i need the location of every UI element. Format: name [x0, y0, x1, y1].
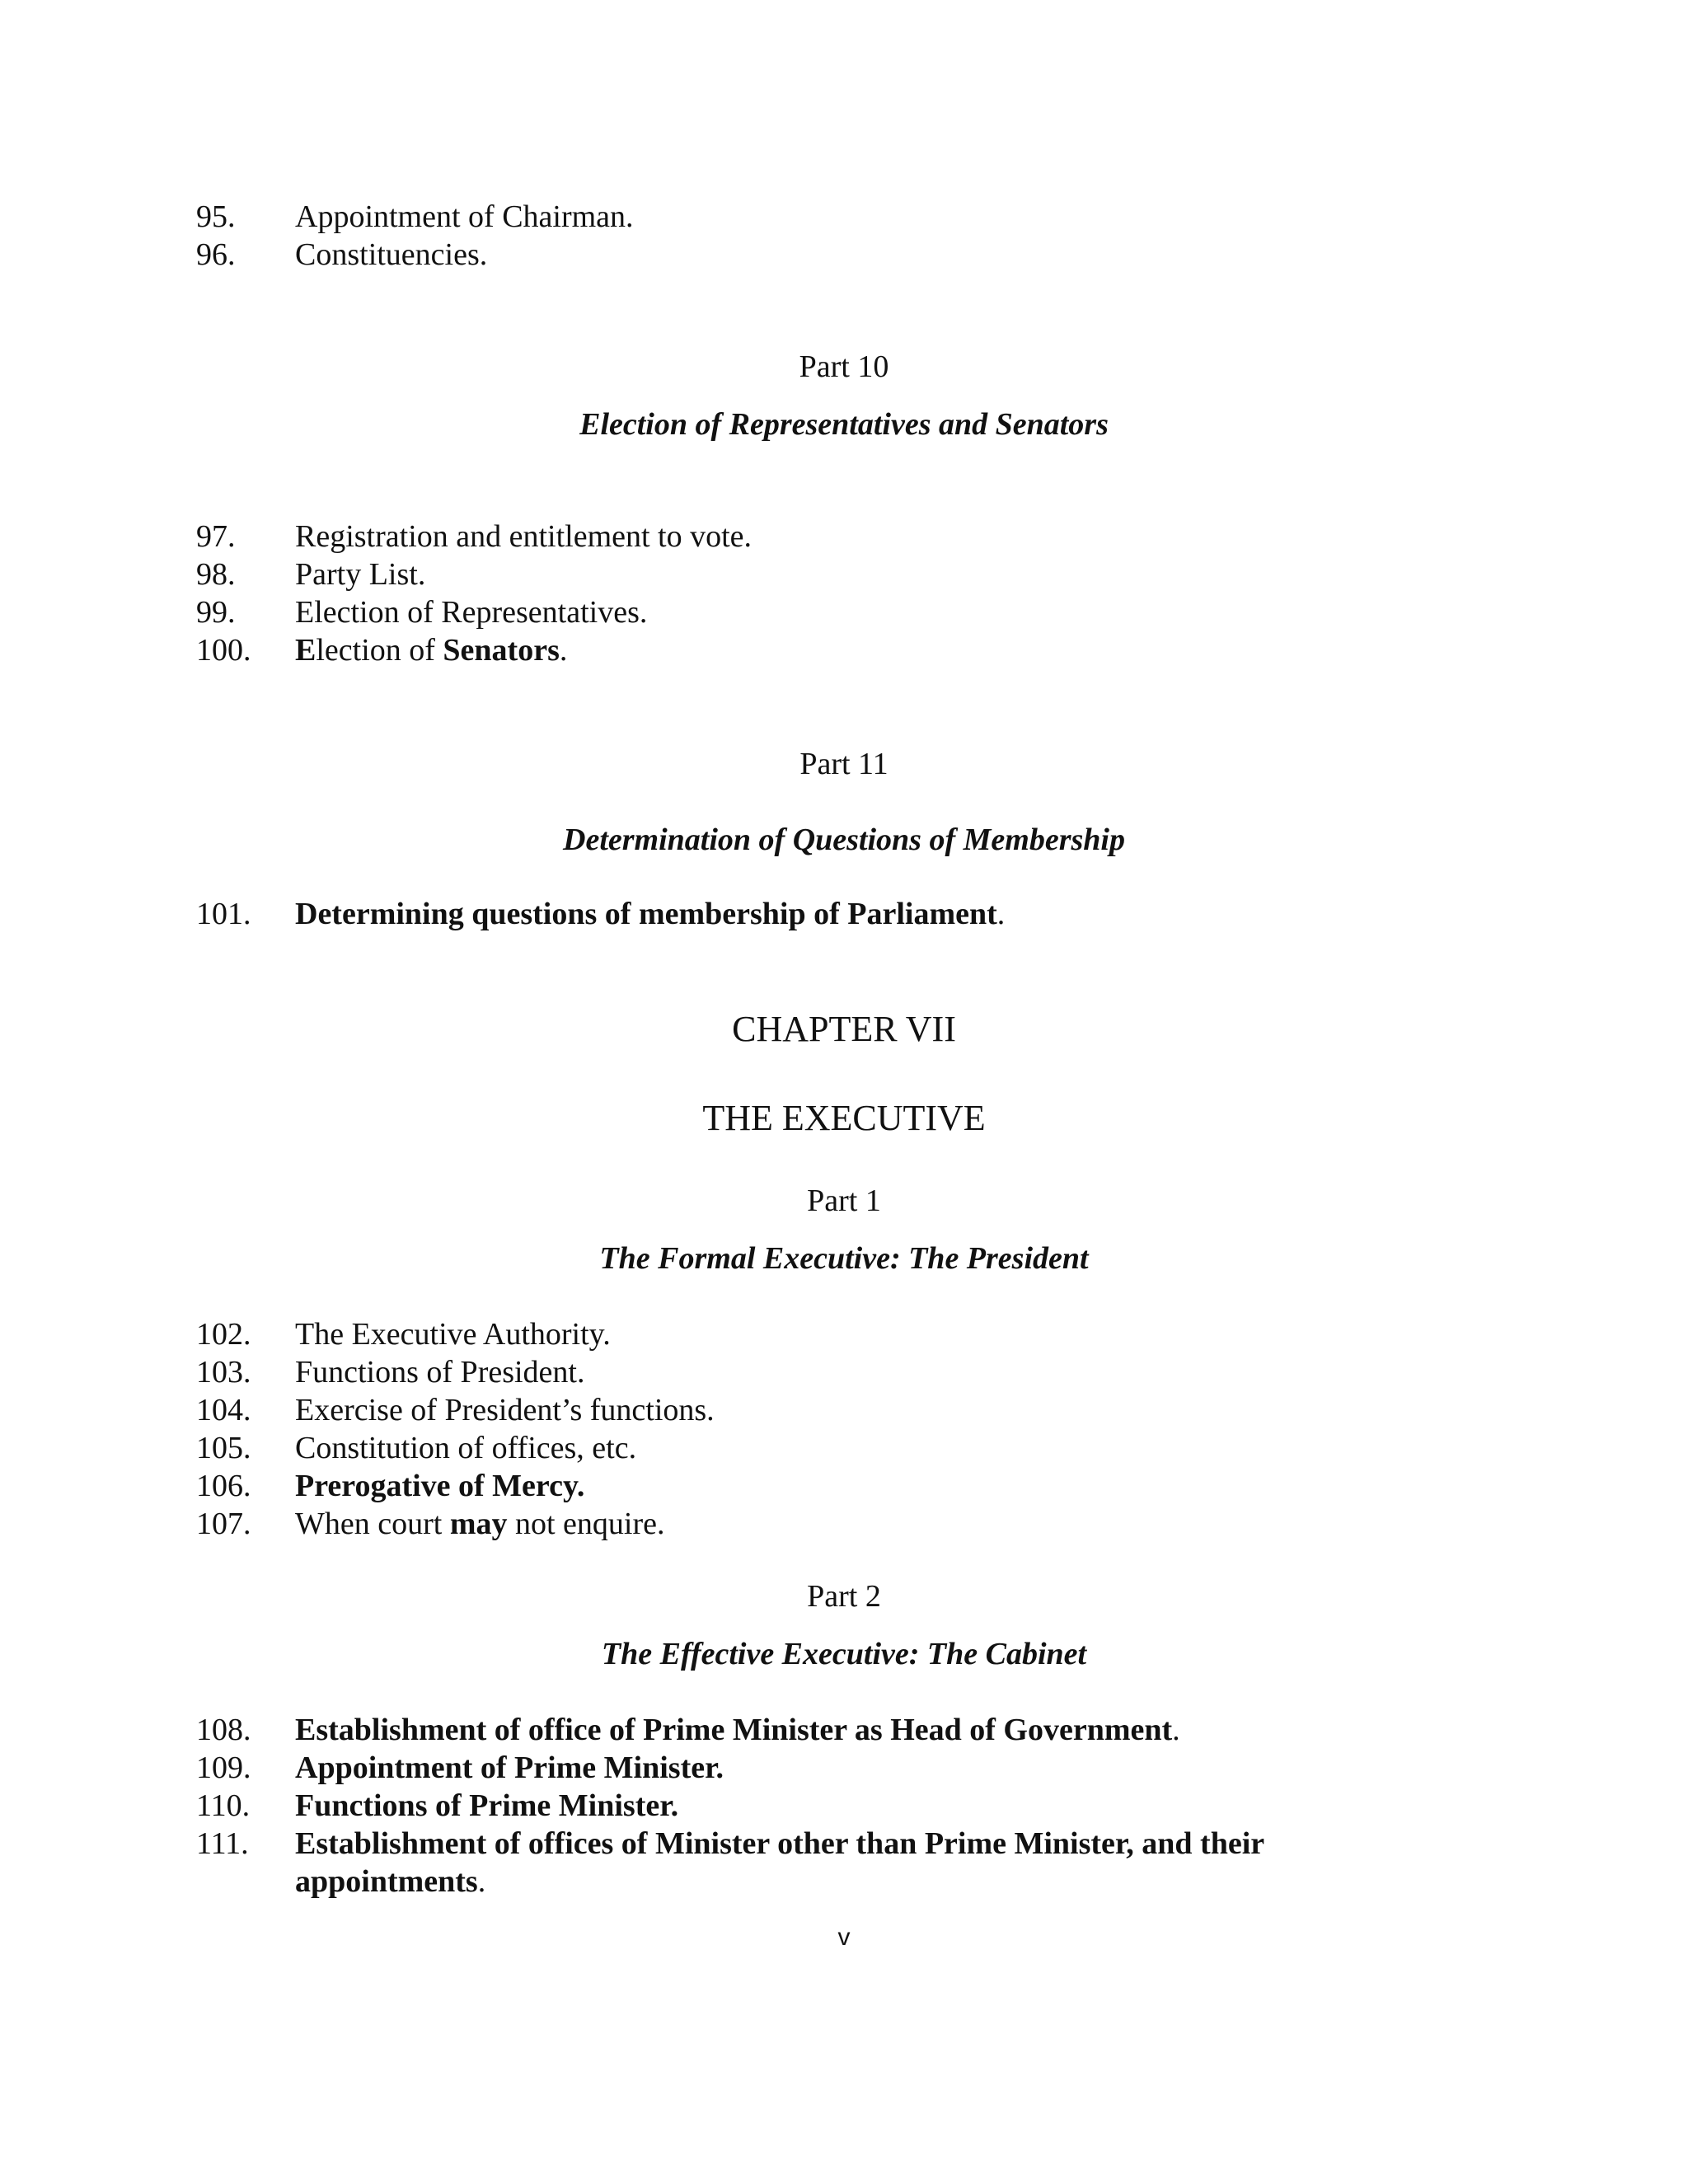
entry-title-end: .	[996, 897, 1006, 931]
entry-title-plain: When court	[295, 1507, 450, 1541]
entry-title-bold: Determining questions of membership of Parliament	[295, 897, 997, 931]
entry-number: 96.	[196, 237, 236, 272]
entry-title: Functions of Prime Minister.	[295, 1788, 679, 1823]
entry-number: 107.	[196, 1507, 251, 1541]
entry-number: 101.	[196, 897, 251, 931]
entry-title: Constitution of offices, etc.	[295, 1431, 637, 1465]
entry-title-plain: lection of	[316, 633, 443, 668]
entry-title: Prerogative of Mercy.	[295, 1469, 585, 1503]
entry-title-bold: Senators	[443, 633, 560, 668]
entry-title: Establishment of offices of Minister other than Prime Minister, and their	[295, 1826, 1265, 1861]
part-1-label: Part 1	[807, 1183, 881, 1218]
entry-title-bold: Establishment of office of Prime Minister as Head of Government	[295, 1713, 1173, 1747]
entry-title-end: .	[1172, 1713, 1180, 1747]
entry-title-end: .	[477, 1864, 486, 1899]
entry-title: The Executive Authority.	[295, 1317, 611, 1352]
entry-title	[295, 1505, 664, 1543]
entry-number: 98.	[196, 557, 236, 592]
entry-title-end: not enquire.	[507, 1507, 665, 1541]
part-10-label: Part 10	[799, 349, 889, 384]
entry-title: Party List.	[295, 557, 426, 592]
part-1-title: The Formal Executive: The President	[599, 1241, 1089, 1276]
chapter-label: CHAPTER VII	[732, 1009, 956, 1049]
entry-number: 99.	[196, 595, 236, 630]
part-2-label: Part 2	[807, 1579, 881, 1614]
entry-title	[295, 631, 567, 669]
part-10-title: Election of Representatives and Senators	[579, 407, 1109, 442]
entry-number: 108.	[196, 1713, 251, 1747]
entry-number: 100.	[196, 633, 251, 668]
entry-title	[295, 1711, 1180, 1749]
entry-title: Functions of President.	[295, 1355, 585, 1390]
entry-number: 97.	[196, 519, 236, 554]
entry-title: Constituencies.	[295, 237, 488, 272]
page-number: v	[837, 1924, 851, 1951]
entry-number: 109.	[196, 1750, 251, 1785]
entry-number: 110.	[196, 1788, 251, 1823]
part-11-title: Determination of Questions of Membership	[563, 823, 1125, 857]
entry-title	[295, 895, 1005, 933]
entry-title-continued	[295, 1863, 485, 1900]
entry-title-bold: appointments	[295, 1864, 478, 1899]
entry-title: Appointment of Chairman.	[295, 199, 634, 234]
entry-number: 95.	[196, 199, 236, 234]
entry-title-end: .	[559, 633, 568, 668]
entry-title: Exercise of President’s functions.	[295, 1393, 715, 1427]
entry-number: 104.	[196, 1393, 251, 1427]
entry-number: 105.	[196, 1431, 251, 1465]
entry-title: Election of Representatives.	[295, 595, 648, 630]
entry-number: 111.	[196, 1826, 249, 1861]
entry-title: Appointment of Prime Minister.	[295, 1750, 724, 1785]
entry-title: Registration and entitlement to vote.	[295, 519, 753, 554]
entry-number: 103.	[196, 1355, 251, 1390]
entry-title-bold: may	[449, 1507, 508, 1541]
part-11-label: Part 11	[799, 747, 889, 781]
entry-title-bold-initial: E	[295, 633, 316, 668]
part-2-title: The Effective Executive: The Cabinet	[601, 1637, 1087, 1671]
entry-number: 102.	[196, 1317, 251, 1352]
chapter-title: THE EXECUTIVE	[702, 1098, 986, 1138]
entry-number: 106.	[196, 1469, 251, 1503]
